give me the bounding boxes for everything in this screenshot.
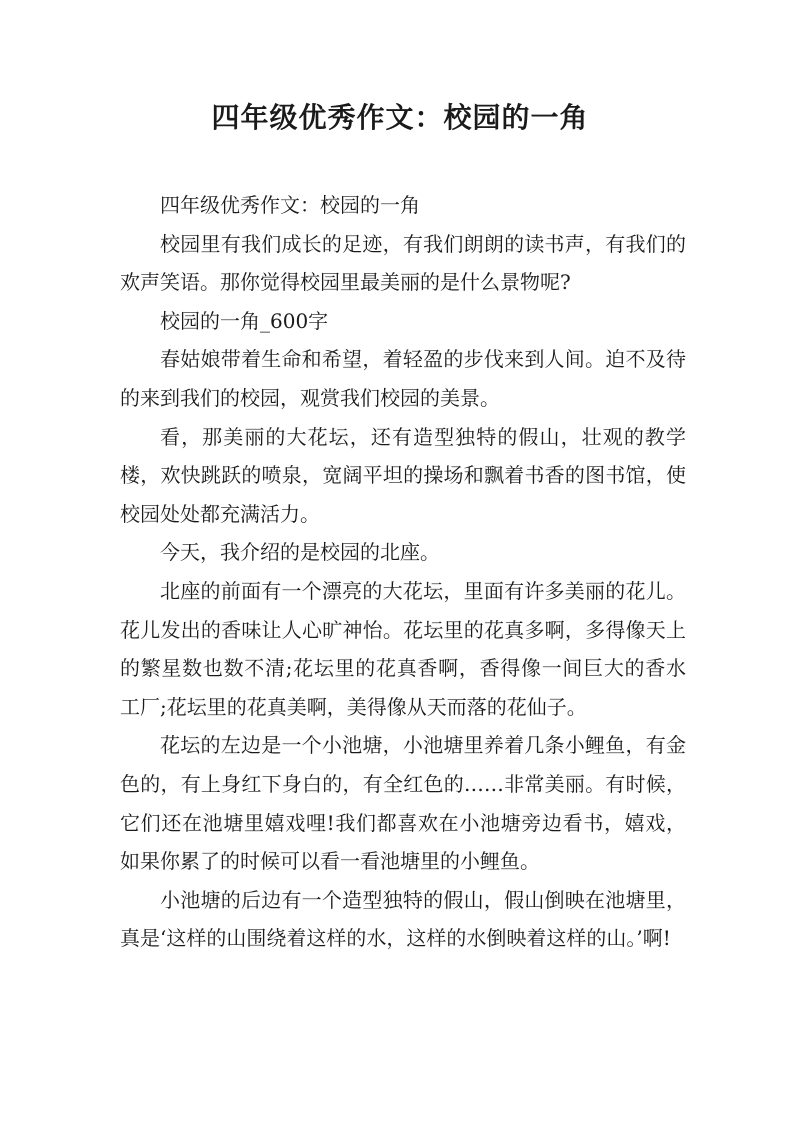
document-body xyxy=(120,186,686,958)
paragraph-rockery: 小池塘的后边有一个造型独特的假山，假山倒映在池塘里，真是‘这样的山围绕着这样的水，这样的水倒映着这样的山。’啊! xyxy=(120,887,686,951)
document-title: 四年级优秀作文：校园的一角 xyxy=(211,101,589,134)
paragraph-spring: 春姑娘带着生命和希望，着轻盈的步伐来到人间。迫不及待的来到我们的校园，观赏我们校园的美景。 xyxy=(120,347,686,410)
paragraph-heading-600: 校园的一角_600字 xyxy=(160,308,329,333)
paragraph-scenery: 看，那美丽的大花坛，还有造型独特的假山，壮观的教学楼，欢快跳跃的喷泉，宽阔平坦的操场和飘着书香的图书馆，使校园处处都充满活力。 xyxy=(120,424,686,526)
paragraph-pond: 花坛的左边是一个小池塘，小池塘里养着几条小鲤鱼，有金色的，有上身红下身白的，有全红色的……非常美丽。有时候，它们还在池塘里嬉戏哩!我们都喜欢在小池塘旁边看书，嬉戏，如果你累了的时候可以看一看池塘里的小鲤鱼。 xyxy=(120,733,686,874)
paragraph-north: 今天，我介绍的是校园的北座。 xyxy=(160,540,440,565)
paragraph-intro: 校园里有我们成长的足迹，有我们朗朗的读书声，有我们的欢声笑语。那你觉得校园里最美丽的是什么景物呢? xyxy=(120,231,686,295)
paragraph-subtitle: 四年级优秀作文：校园的一角 xyxy=(160,193,420,217)
paragraph-flowerbed: 北座的前面有一个漂亮的大花坛，里面有许多美丽的花儿。花儿发出的香味让人心旷神怡。花坛里的花真多啊，多得像天上的繁星数也数不清;花坛里的花真香啊，香得像一间巨大的香水工厂;花坛里的花真美啊，美得像从天而落的花仙子。 xyxy=(120,578,686,719)
